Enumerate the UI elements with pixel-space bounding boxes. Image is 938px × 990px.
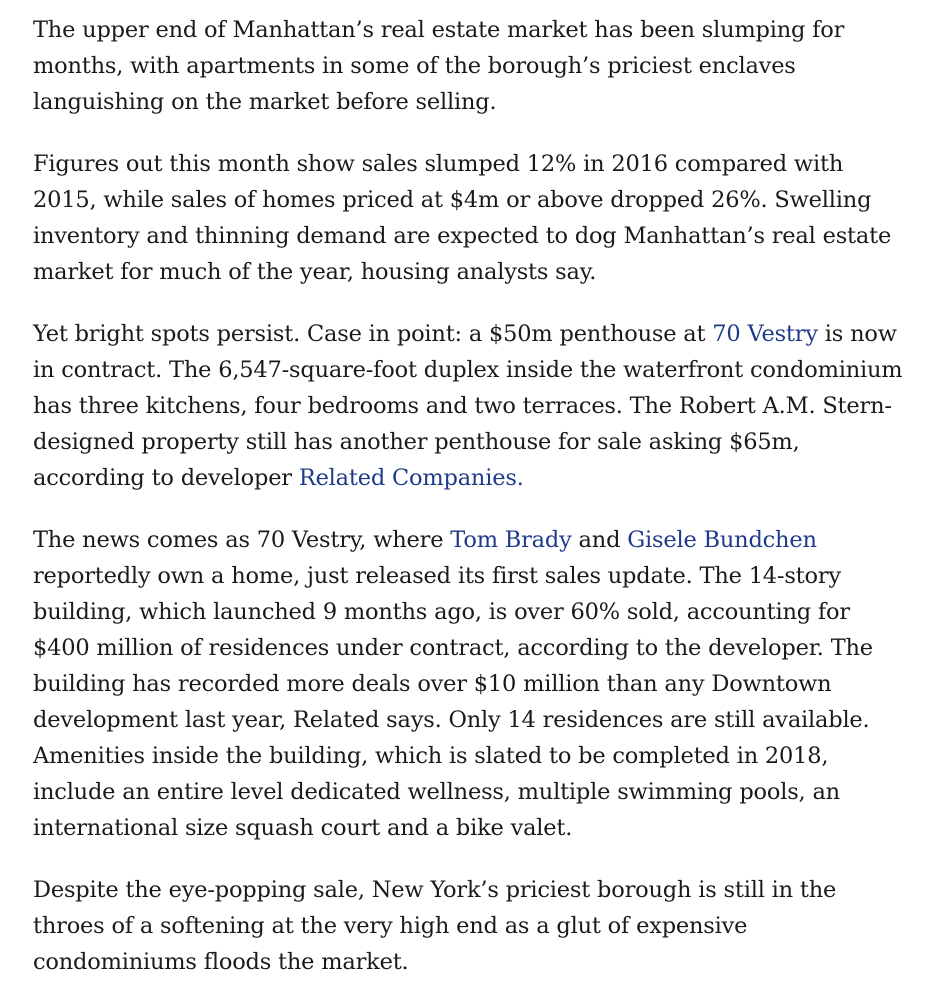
paragraph-text: reportedly own a home, just released its first sales update. The 14-story building, which launched 9 months ago, is over 60% sold, accounting for $400 million of residences under contract, according to the developer. The building has recorded more deals over $10 million than any Downtown development last year, Related says. Only 14 residences are still available. Amenities inside the building, which is slated to be completed in 2018, include an entire level dedicated wellness, multiple swimming pools, an international size squash court and a bike valet.	[33, 563, 873, 841]
paragraph-text: is now in contract. The 6,547-square-foot duplex inside the waterfront condominium has three kitchens, four bedrooms and two terraces. The Robert A.M. Stern-designed property still has another penthouse for sale asking $65m, according to developer	[33, 321, 903, 491]
link-70-vestry[interactable]: 70 Vestry	[712, 321, 818, 347]
paragraph-penthouse	[33, 316, 908, 496]
paragraph-sales-figures: Figures out this month show sales slumped 12% in 2016 compared with 2015, while sales of homes priced at $4m or above dropped 26%. Swelling inventory and thinning demand are expected to dog Manhattan’s real estate market for much of the year, housing analysts say.	[33, 151, 892, 285]
paragraph-conclusion: Despite the eye-popping sale, New York’s priciest borough is still in the throes of a softening at the very high end as a glut of expensive condominiums floods the market.	[33, 877, 837, 975]
link-related-companies[interactable]: Related Companies.	[298, 465, 524, 491]
paragraph-intro: The upper end of Manhattan’s real estate market has been slumping for months, with apartments in some of the borough’s priciest enclaves languishing on the market before selling.	[33, 17, 845, 115]
paragraph-text: Yet bright spots persist. Case in point: a $50m penthouse at	[33, 321, 713, 347]
paragraph-text: The news comes as 70 Vestry, where	[33, 527, 451, 553]
paragraph-sales-update	[33, 522, 908, 846]
link-tom-brady[interactable]: Tom Brady	[450, 527, 572, 553]
link-gisele-bundchen[interactable]: Gisele Bundchen	[627, 527, 817, 553]
paragraph-text: and	[571, 527, 628, 553]
